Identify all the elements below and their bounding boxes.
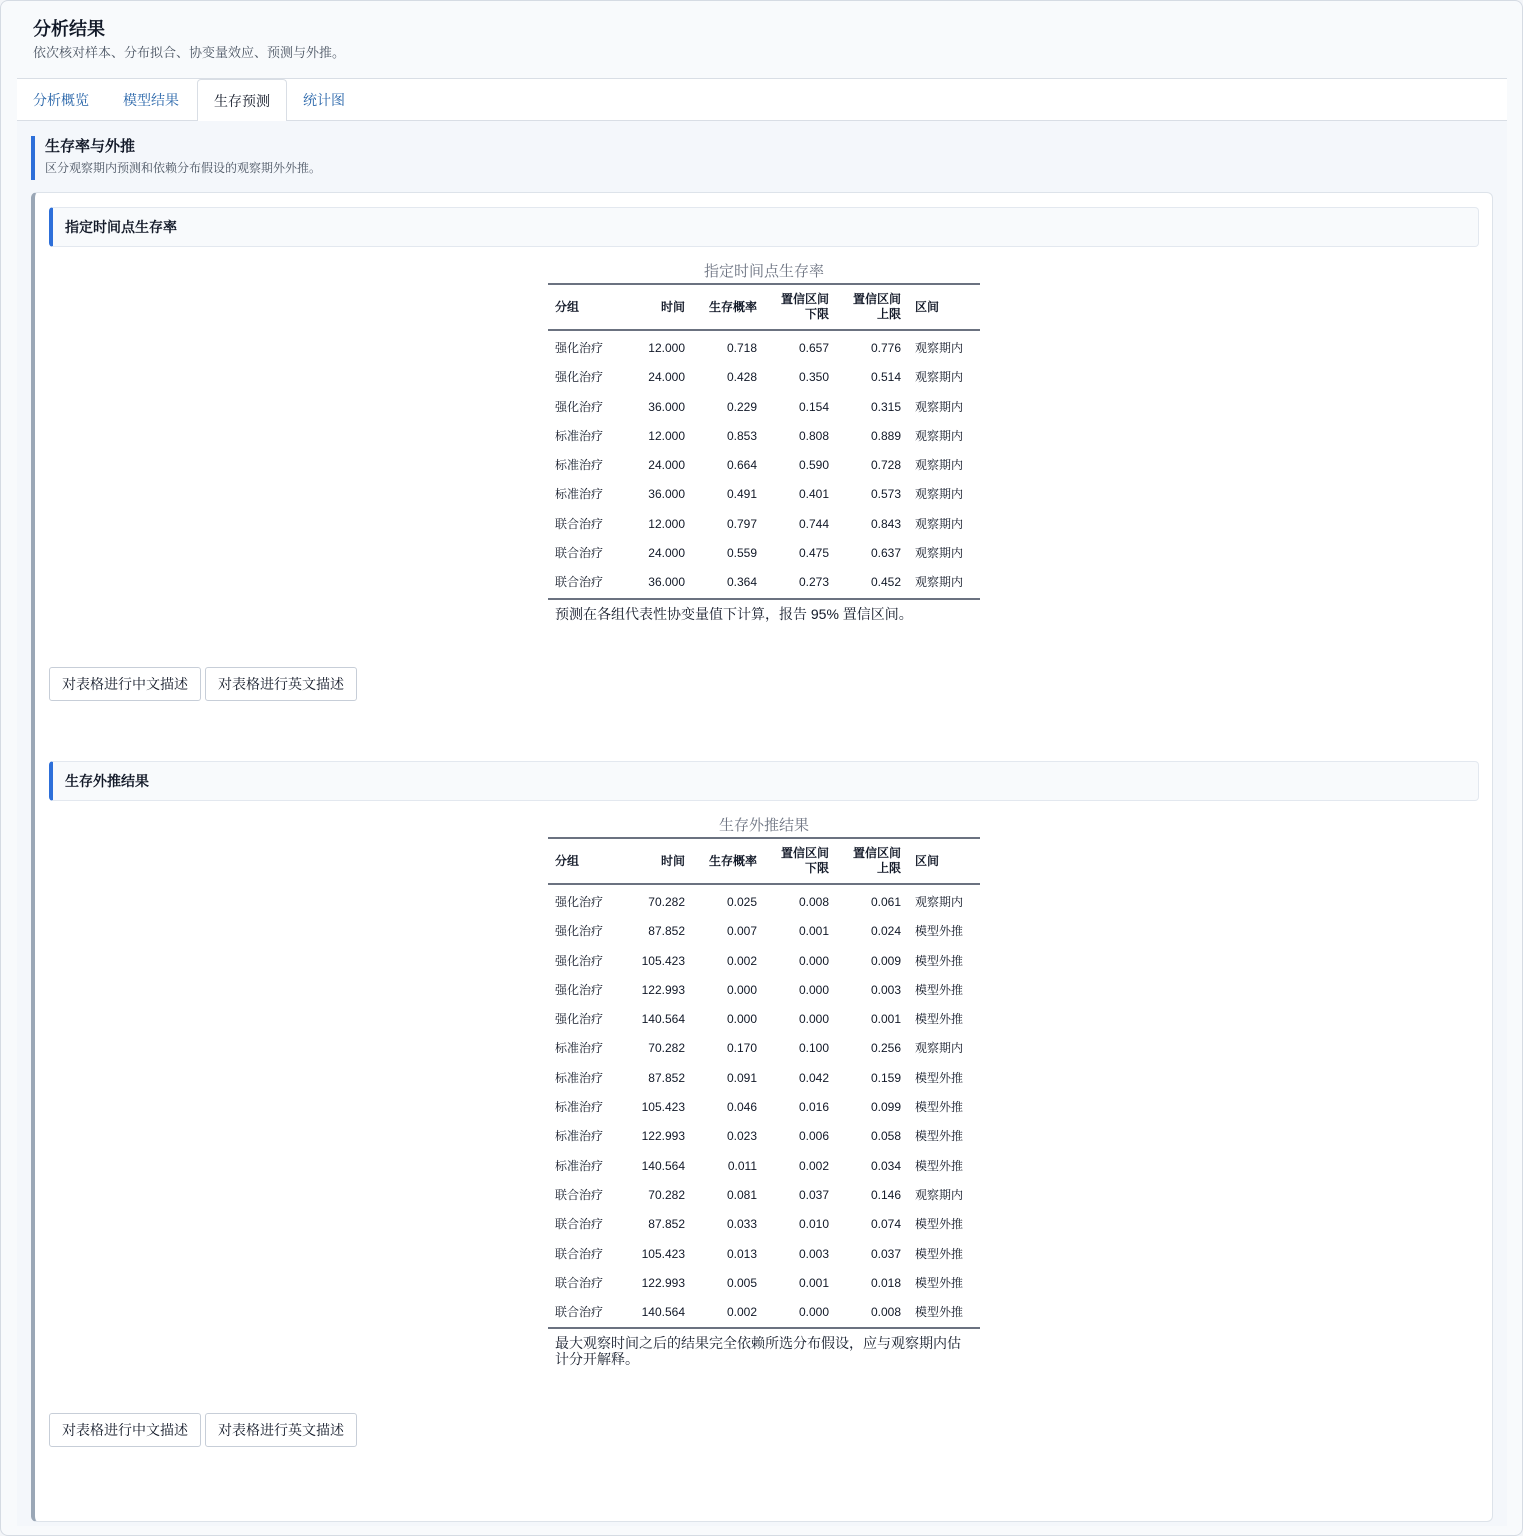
cell-ci-upper: 0.003 (870, 982, 901, 997)
cell-group: 强化治疗 (555, 399, 604, 414)
cell-interval: 观察期内 (915, 516, 964, 531)
cell-time: 140.564 (641, 1012, 685, 1027)
cell-ci-lower: 0.401 (798, 487, 829, 502)
cell-ci-upper: 0.074 (870, 1217, 901, 1232)
cell-ci-upper: 0.001 (870, 1012, 901, 1027)
cell-ci-upper: 0.728 (870, 458, 901, 473)
describe-table-chinese-button[interactable]: 对表格进行中文描述 (49, 1413, 201, 1447)
cell-survival: 0.491 (726, 487, 757, 502)
cell-group: 强化治疗 (555, 370, 604, 385)
table-row (548, 917, 980, 946)
cell-ci-lower: 0.475 (798, 546, 829, 561)
cell-group: 强化治疗 (555, 341, 604, 355)
cell-survival: 0.033 (726, 1217, 757, 1232)
cell-group: 联合治疗 (555, 1275, 604, 1290)
cell-interval: 模型外推 (915, 1129, 964, 1144)
cell-group: 联合治疗 (555, 1217, 604, 1232)
cell-survival: 0.428 (726, 370, 757, 385)
cell-ci-lower: 0.273 (798, 575, 829, 590)
table1-heading: 指定时间点生存率 (49, 207, 1479, 247)
table-row (548, 1122, 980, 1151)
cell-ci-lower: 0.002 (798, 1158, 829, 1173)
table-row (548, 363, 980, 392)
cell-time: 140.564 (641, 1158, 685, 1173)
table1-button-row (49, 667, 361, 701)
table-row (548, 539, 980, 568)
cell-survival: 0.023 (726, 1129, 757, 1144)
cell-survival: 0.664 (726, 458, 757, 473)
cell-time: 24.000 (648, 370, 685, 385)
cell-time: 12.000 (648, 516, 685, 531)
cell-interval: 观察期内 (915, 546, 964, 561)
cell-interval: 观察期内 (915, 575, 964, 590)
table2-note: 最大观察时间之后的结果完全依赖所选分布假设，应与观察期内估计分开解释。 (555, 1335, 961, 1368)
cell-ci-lower: 0.010 (798, 1217, 829, 1232)
section-header (31, 136, 1491, 180)
cell-group: 标准治疗 (555, 1041, 604, 1056)
table1-note: 预测在各组代表性协变量值下计算，报告 95% 置信区间。 (555, 605, 913, 622)
cell-survival: 0.718 (726, 341, 757, 355)
cell-survival: 0.559 (726, 546, 757, 561)
table-row (548, 451, 980, 480)
cell-ci-lower: 0.003 (798, 1246, 829, 1261)
table-row (548, 1210, 980, 1239)
cell-ci-upper: 0.009 (870, 953, 901, 968)
cell-group: 标准治疗 (555, 1070, 604, 1085)
cell-group: 标准治疗 (555, 458, 604, 473)
describe-table-english-button[interactable]: 对表格进行英文描述 (205, 667, 357, 701)
cell-time: 12.000 (648, 428, 685, 443)
cell-group: 联合治疗 (555, 1246, 604, 1261)
cell-ci-upper: 0.034 (870, 1158, 901, 1173)
cell-interval: 观察期内 (915, 458, 964, 473)
cell-time: 70.282 (648, 1041, 685, 1056)
section-title: 生存率与外推 (45, 138, 136, 155)
cell-group: 标准治疗 (555, 428, 604, 443)
cell-interval: 观察期内 (915, 399, 964, 414)
cell-interval: 模型外推 (915, 1158, 964, 1173)
cell-ci-upper: 0.452 (870, 575, 901, 590)
cell-survival: 0.000 (726, 982, 757, 997)
table-row (548, 1005, 980, 1034)
cell-ci-lower: 0.000 (798, 1012, 829, 1027)
cell-ci-upper: 0.018 (870, 1275, 901, 1290)
cell-ci-lower: 0.037 (798, 1187, 829, 1202)
table-row (548, 1152, 980, 1181)
cell-ci-upper: 0.843 (870, 516, 901, 531)
cell-time: 70.282 (648, 895, 685, 909)
table-row (548, 568, 980, 598)
results-panel (31, 192, 1493, 1522)
cell-interval: 模型外推 (915, 1246, 964, 1261)
table-row (548, 330, 980, 363)
cell-survival: 0.013 (726, 1246, 757, 1261)
col-header-ci-upper: 置信区间 上限 (836, 838, 908, 884)
cell-group: 联合治疗 (555, 516, 604, 531)
cell-survival: 0.853 (726, 428, 757, 443)
cell-time: 24.000 (648, 458, 685, 473)
table-row (548, 1240, 980, 1269)
tab-model-results[interactable]: 模型结果 (123, 92, 179, 108)
table-row (548, 1269, 980, 1298)
cell-ci-lower: 0.154 (798, 399, 829, 414)
cell-interval: 观察期内 (915, 487, 964, 502)
cell-ci-upper: 0.889 (870, 428, 901, 443)
col-header-time: 时间 (626, 838, 692, 884)
cell-time: 12.000 (648, 341, 685, 355)
cell-group: 标准治疗 (555, 487, 604, 502)
table2-heading: 生存外推结果 (49, 761, 1479, 801)
cell-survival: 0.091 (726, 1070, 757, 1085)
table-header-row (548, 284, 980, 330)
cell-group: 强化治疗 (555, 982, 604, 997)
cell-group: 联合治疗 (555, 575, 604, 590)
cell-survival: 0.011 (727, 1158, 757, 1173)
table-header-row (548, 838, 980, 884)
table2-body (548, 884, 980, 1328)
cell-ci-lower: 0.001 (798, 1275, 829, 1290)
cell-interval: 模型外推 (915, 1070, 964, 1085)
cell-survival: 0.000 (726, 1012, 757, 1027)
tab-survival-prediction[interactable]: 生存预测 (197, 79, 287, 122)
cell-ci-lower: 0.000 (798, 953, 829, 968)
cell-survival: 0.002 (726, 953, 757, 968)
table1-body (548, 330, 980, 599)
table-row (548, 393, 980, 422)
cell-time: 87.852 (648, 1070, 685, 1085)
cell-survival: 0.007 (726, 924, 757, 939)
cell-interval: 观察期内 (915, 1041, 964, 1056)
cell-group: 标准治疗 (555, 1100, 604, 1115)
cell-ci-lower: 0.350 (798, 370, 829, 385)
cell-ci-upper: 0.776 (870, 341, 901, 355)
cell-interval: 模型外推 (915, 982, 964, 997)
cell-interval: 观察期内 (915, 370, 964, 385)
tab-bar (17, 78, 1507, 121)
table-row (548, 1298, 980, 1328)
col-header-ci-lower: 置信区间 下限 (764, 284, 836, 330)
cell-ci-lower: 0.000 (798, 982, 829, 997)
cell-interval: 模型外推 (915, 1100, 964, 1115)
col-header-group: 分组 (548, 838, 626, 884)
cell-interval: 模型外推 (915, 1217, 964, 1232)
table-row (548, 510, 980, 539)
page-subtitle: 依次核对样本、分布拟合、协变量效应、预测与外推。 (33, 45, 346, 60)
tab-statistics-charts[interactable]: 统计图 (303, 92, 345, 108)
cell-ci-lower: 0.744 (798, 516, 829, 531)
cell-ci-upper: 0.099 (870, 1100, 901, 1115)
table2-caption: 生存外推结果 (718, 817, 809, 834)
cell-interval: 模型外推 (915, 1305, 964, 1320)
cell-time: 105.423 (641, 953, 685, 968)
cell-interval: 观察期内 (915, 341, 964, 355)
cell-survival: 0.025 (726, 895, 757, 909)
cell-group: 强化治疗 (555, 895, 604, 909)
page-title: 分析结果 (33, 19, 105, 39)
cell-time: 87.852 (648, 1217, 685, 1232)
cell-ci-upper: 0.159 (870, 1070, 901, 1085)
table2-button-row (49, 1413, 361, 1447)
table-row (548, 884, 980, 917)
cell-ci-upper: 0.146 (870, 1187, 901, 1202)
table-row (548, 1034, 980, 1063)
col-header-time: 时间 (626, 284, 692, 330)
col-header-group: 分组 (548, 284, 626, 330)
describe-table-english-button[interactable]: 对表格进行英文描述 (205, 1413, 357, 1447)
cell-interval: 观察期内 (915, 428, 964, 443)
cell-ci-lower: 0.042 (798, 1070, 829, 1085)
describe-table-chinese-button[interactable]: 对表格进行中文描述 (49, 667, 201, 701)
table1 (548, 283, 980, 600)
cell-time: 24.000 (648, 546, 685, 561)
cell-interval: 模型外推 (915, 953, 964, 968)
cell-ci-upper: 0.024 (870, 924, 901, 939)
table-row (548, 1181, 980, 1210)
cell-interval: 观察期内 (915, 1187, 964, 1202)
cell-time: 105.423 (641, 1100, 685, 1115)
cell-time: 36.000 (648, 575, 685, 590)
cell-ci-lower: 0.016 (798, 1100, 829, 1115)
cell-ci-lower: 0.657 (798, 341, 829, 355)
cell-time: 122.993 (641, 1275, 685, 1290)
cell-ci-lower: 0.000 (798, 1305, 829, 1320)
cell-time: 36.000 (648, 487, 685, 502)
cell-survival: 0.081 (726, 1187, 757, 1202)
col-header-survival: 生存概率 (692, 284, 764, 330)
cell-ci-upper: 0.256 (870, 1041, 901, 1056)
cell-time: 122.993 (641, 982, 685, 997)
cell-ci-lower: 0.006 (798, 1129, 829, 1144)
cell-ci-lower: 0.008 (798, 895, 829, 909)
tab-content (17, 121, 1507, 1526)
cell-ci-upper: 0.058 (870, 1129, 901, 1144)
cell-interval: 模型外推 (915, 924, 964, 939)
cell-group: 强化治疗 (555, 924, 604, 939)
cell-group: 标准治疗 (555, 1129, 604, 1144)
col-header-survival: 生存概率 (692, 838, 764, 884)
table-row (548, 480, 980, 509)
cell-group: 强化治疗 (555, 1012, 604, 1027)
cell-ci-upper: 0.008 (870, 1305, 901, 1320)
cell-ci-upper: 0.514 (870, 370, 901, 385)
cell-ci-upper: 0.637 (870, 546, 901, 561)
cell-survival: 0.170 (726, 1041, 757, 1056)
col-header-ci-upper: 置信区间 上限 (836, 284, 908, 330)
table1-caption: 指定时间点生存率 (703, 263, 824, 280)
col-header-ci-lower: 置信区间 下限 (764, 838, 836, 884)
col-header-interval: 区间 (908, 284, 980, 330)
page-header (33, 17, 345, 61)
table-row (548, 976, 980, 1005)
cell-ci-upper: 0.061 (870, 895, 901, 909)
cell-interval: 观察期内 (915, 895, 964, 909)
cell-time: 36.000 (648, 399, 685, 414)
table2 (548, 837, 980, 1329)
cell-group: 强化治疗 (555, 953, 604, 968)
cell-interval: 模型外推 (915, 1275, 964, 1290)
cell-interval: 模型外推 (915, 1012, 964, 1027)
table-row (548, 1093, 980, 1122)
cell-survival: 0.229 (726, 399, 757, 414)
cell-group: 联合治疗 (555, 1305, 604, 1320)
cell-survival: 0.002 (726, 1305, 757, 1320)
table2-wrapper (548, 815, 980, 1367)
cell-time: 140.564 (641, 1305, 685, 1320)
cell-time: 122.993 (641, 1129, 685, 1144)
tab-overview[interactable]: 分析概览 (33, 92, 89, 108)
cell-ci-upper: 0.315 (870, 399, 901, 414)
cell-survival: 0.046 (726, 1100, 757, 1115)
cell-survival: 0.005 (726, 1275, 757, 1290)
cell-ci-upper: 0.573 (870, 487, 901, 502)
cell-time: 87.852 (648, 924, 685, 939)
cell-time: 70.282 (648, 1187, 685, 1202)
cell-survival: 0.364 (726, 575, 757, 590)
cell-ci-upper: 0.037 (870, 1246, 901, 1261)
table-row (548, 947, 980, 976)
cell-group: 联合治疗 (555, 546, 604, 561)
table1-wrapper (548, 261, 980, 622)
cell-ci-lower: 0.001 (798, 924, 829, 939)
cell-group: 联合治疗 (555, 1187, 604, 1202)
col-header-interval: 区间 (908, 838, 980, 884)
cell-time: 105.423 (641, 1246, 685, 1261)
cell-ci-lower: 0.100 (798, 1041, 829, 1056)
cell-ci-lower: 0.808 (798, 428, 829, 443)
cell-ci-lower: 0.590 (798, 458, 829, 473)
section-subtitle: 区分观察期内预测和依赖分布假设的观察期外外推。 (45, 161, 322, 175)
table-row (548, 422, 980, 451)
table-row (548, 1064, 980, 1093)
cell-group: 标准治疗 (555, 1158, 604, 1173)
cell-survival: 0.797 (726, 516, 757, 531)
